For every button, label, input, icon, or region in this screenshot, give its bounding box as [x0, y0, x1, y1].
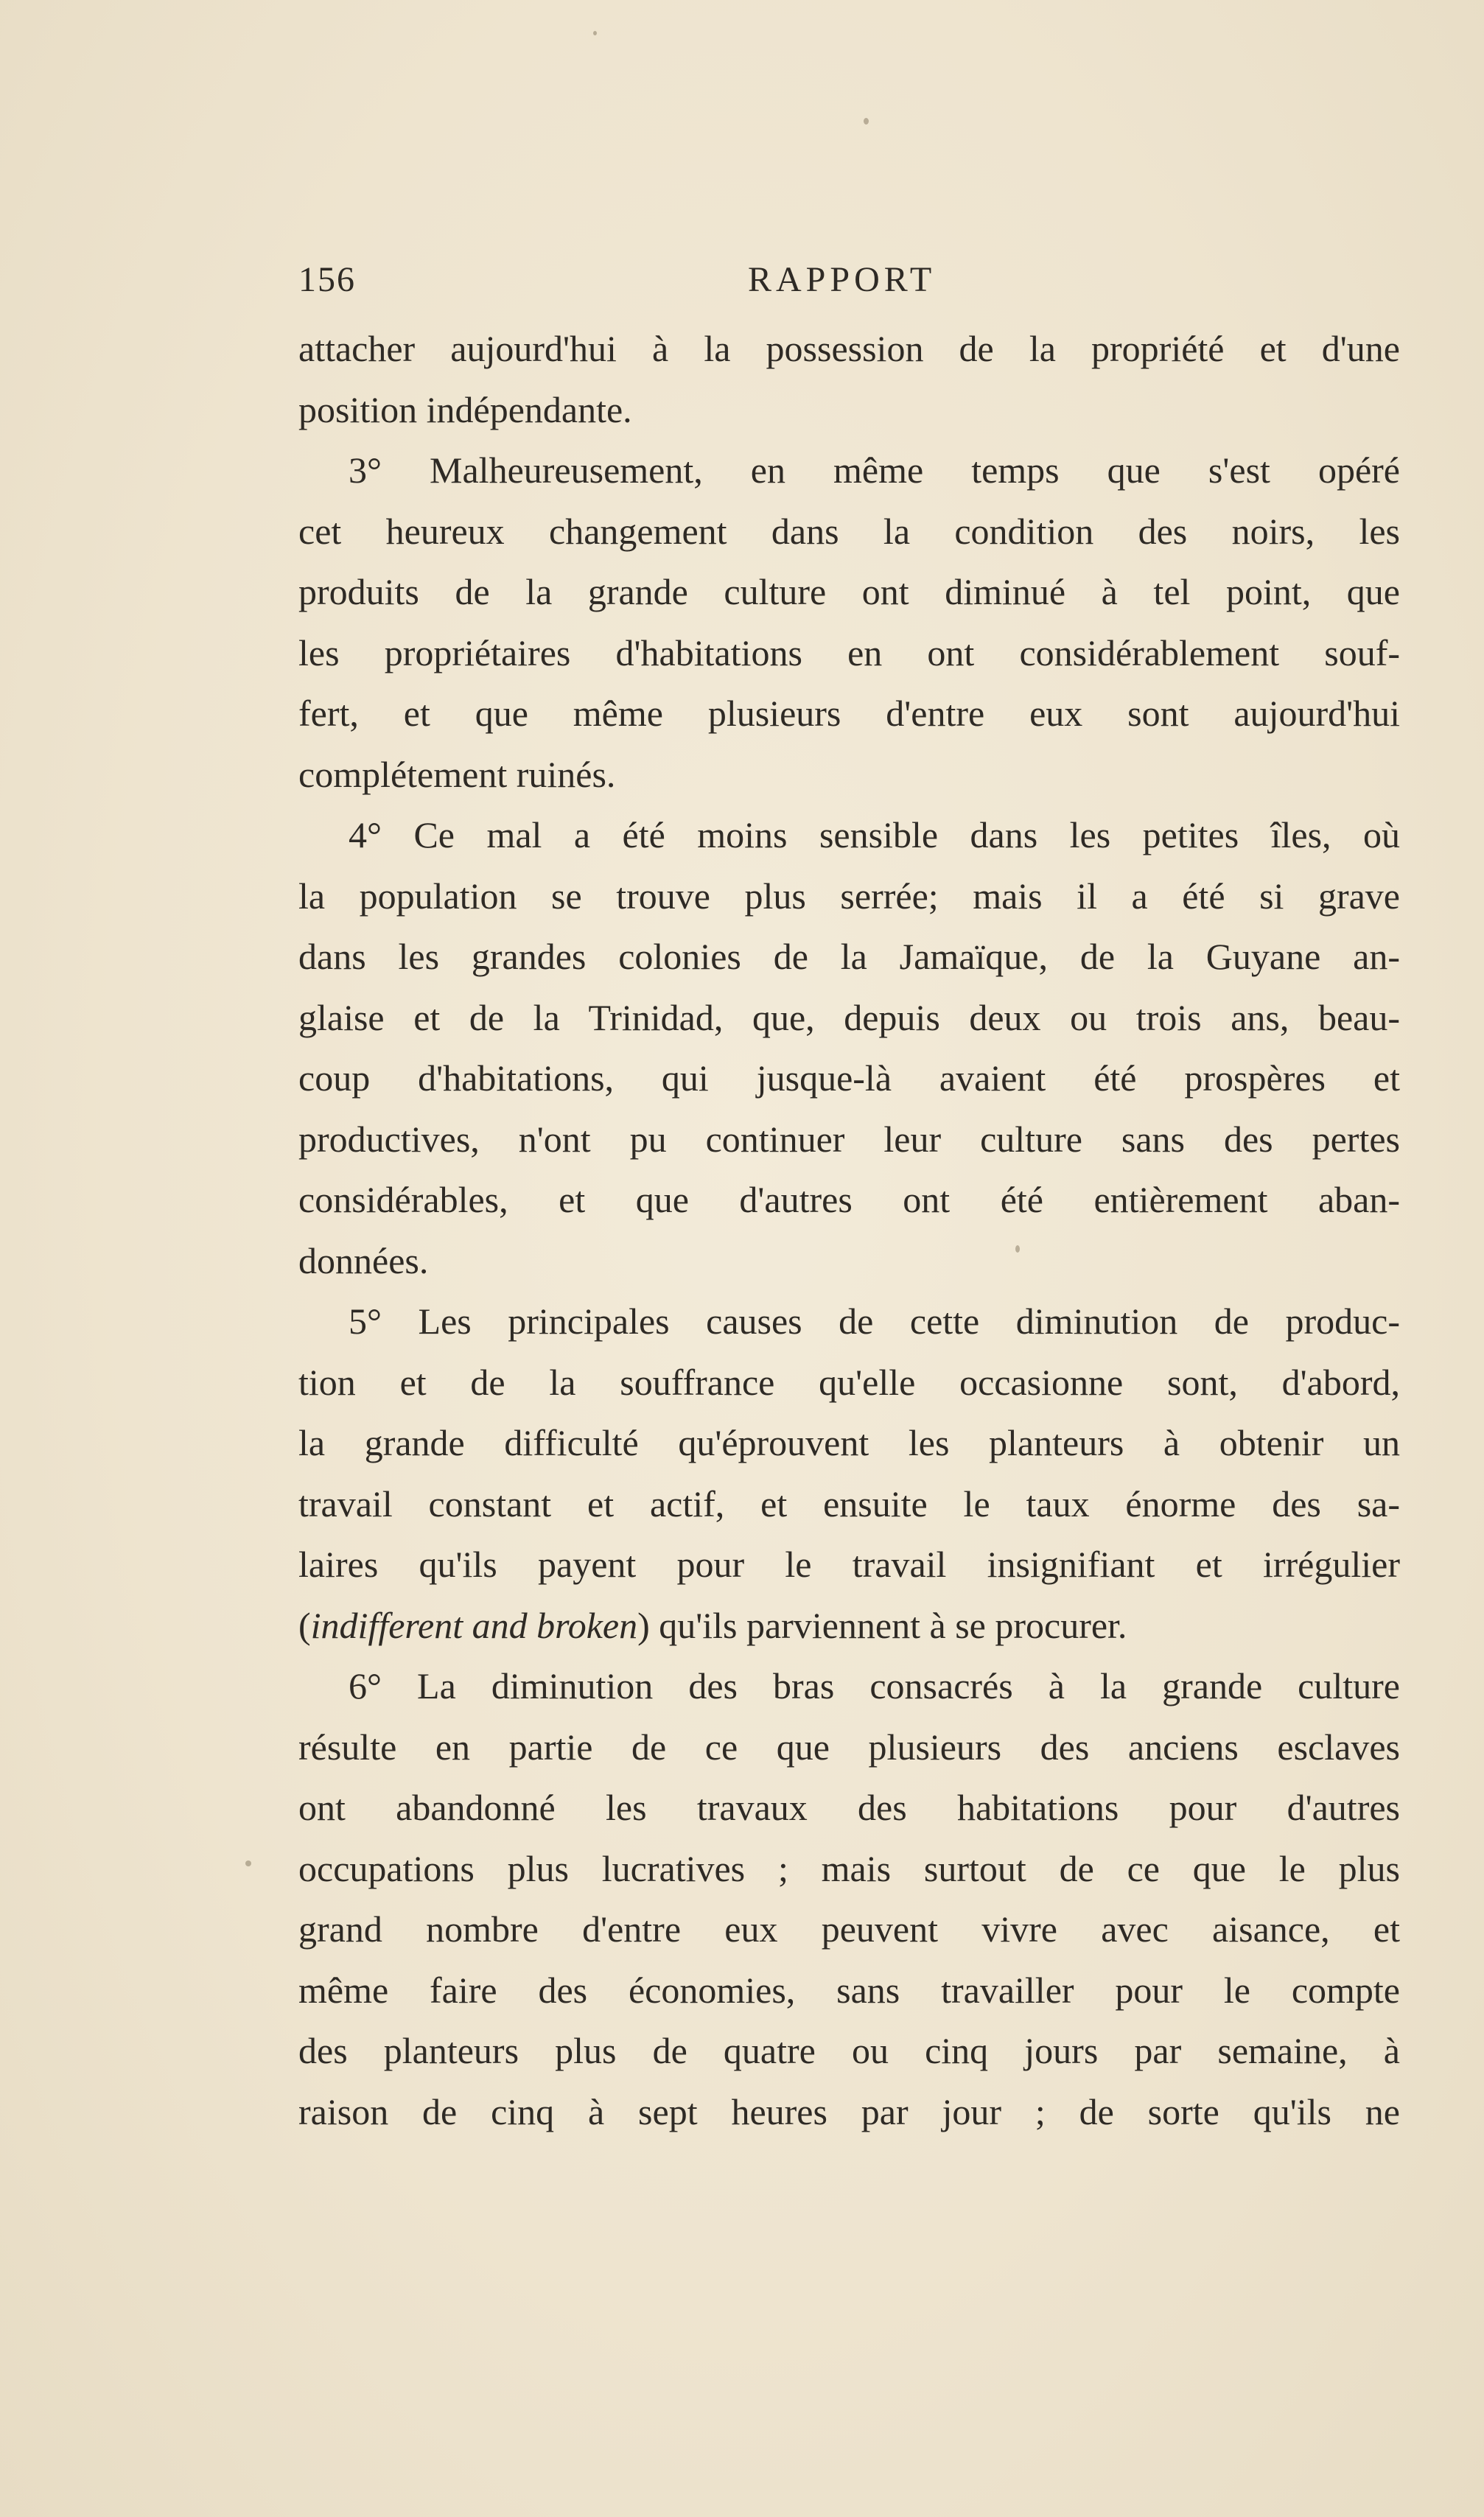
italic-english-phrase: indifferent and broken [310, 1604, 638, 1646]
text-line: produits de la grande culture ont diminué à tel point, que [298, 571, 1400, 612]
text-line: dans les grandes colonies de la Jamaïque, de la Guyane an- [298, 936, 1400, 977]
text-line: grand nombre d'entre eux peuvent vivre avec aisance, et [298, 1908, 1400, 1950]
text-line: données. [298, 1239, 429, 1281]
text-line: considérables, et que d'autres ont été entièrement aban- [298, 1179, 1400, 1220]
text-line: cet heureux changement dans la condition des noirs, les [298, 510, 1400, 552]
text-line: coup d'habitations, qui jusque-là avaient été prospères et [298, 1057, 1400, 1099]
text-line: même faire des économies, sans travailler pour le compte [298, 1969, 1400, 2011]
paragraph-start-line: 5° Les principales causes de cette diminution de produc- [349, 1300, 1400, 1342]
text-line: ont abandonné les travaux des habitations pour d'autres [298, 1787, 1400, 1828]
paragraph-start-line: 4° Ce mal a été moins sensible dans les petites îles, où [349, 814, 1400, 855]
text-line: occupations plus lucratives ; mais surtout de ce que le plus [298, 1847, 1400, 1889]
paper-speck [593, 31, 597, 35]
running-title: RAPPORT [748, 260, 937, 299]
text-line: fert, et que même plusieurs d'entre eux sont aujourd'hui [298, 693, 1400, 734]
text-line: les propriétaires d'habitations en ont considérablement souf- [298, 631, 1400, 673]
text-line: productives, n'ont pu continuer leur culture sans des pertes [298, 1118, 1400, 1160]
paragraph-start-line: 3° Malheureusement, en même temps que s'est opéré [349, 449, 1400, 491]
text-line: tion et de la souffrance qu'elle occasionne sont, d'abord, [298, 1361, 1400, 1403]
text-line: position indépendante. [298, 388, 632, 430]
text-line: la population se trouve plus serrée; mais il a été si grave [298, 875, 1400, 917]
page-number: 156 [298, 260, 356, 299]
paper-speck [864, 118, 869, 125]
text-line: travail constant et actif, et ensuite le taux énorme des sa- [298, 1482, 1400, 1524]
text-line: des planteurs plus de quatre ou cinq jours par semaine, à [298, 2030, 1400, 2071]
text-line: complétement ruinés. [298, 753, 616, 795]
paper-speck [1015, 1245, 1020, 1253]
paper-speck [245, 1860, 251, 1866]
running-head [298, 254, 1470, 306]
text-line: glaise et de la Trinidad, que, depuis deux ou trois ans, beau- [298, 996, 1400, 1038]
text-line: la grande difficulté qu'éprouvent les planteurs à obtenir un [298, 1422, 1400, 1463]
text-line: raison de cinq à sept heures par jour ; de sorte qu'ils ne [298, 2090, 1400, 2132]
paragraph-start-line: 6° La diminution des bras consacrés à la grande culture [349, 1665, 1400, 1706]
text-line: résulte en partie de ce que plusieurs des anciens esclaves [298, 1726, 1400, 1768]
text-line: attacher aujourd'hui à la possession de la propriété et d'une [298, 328, 1400, 369]
text-line-with-italic [298, 1595, 1400, 1656]
line-remainder: ) qu'ils parviennent à se procurer. [637, 1604, 1127, 1646]
text-line: laires qu'ils payent pour le travail insignifiant et irrégulier [298, 1544, 1400, 1585]
open-paren: ( [298, 1604, 311, 1646]
body-text [298, 318, 1400, 2142]
